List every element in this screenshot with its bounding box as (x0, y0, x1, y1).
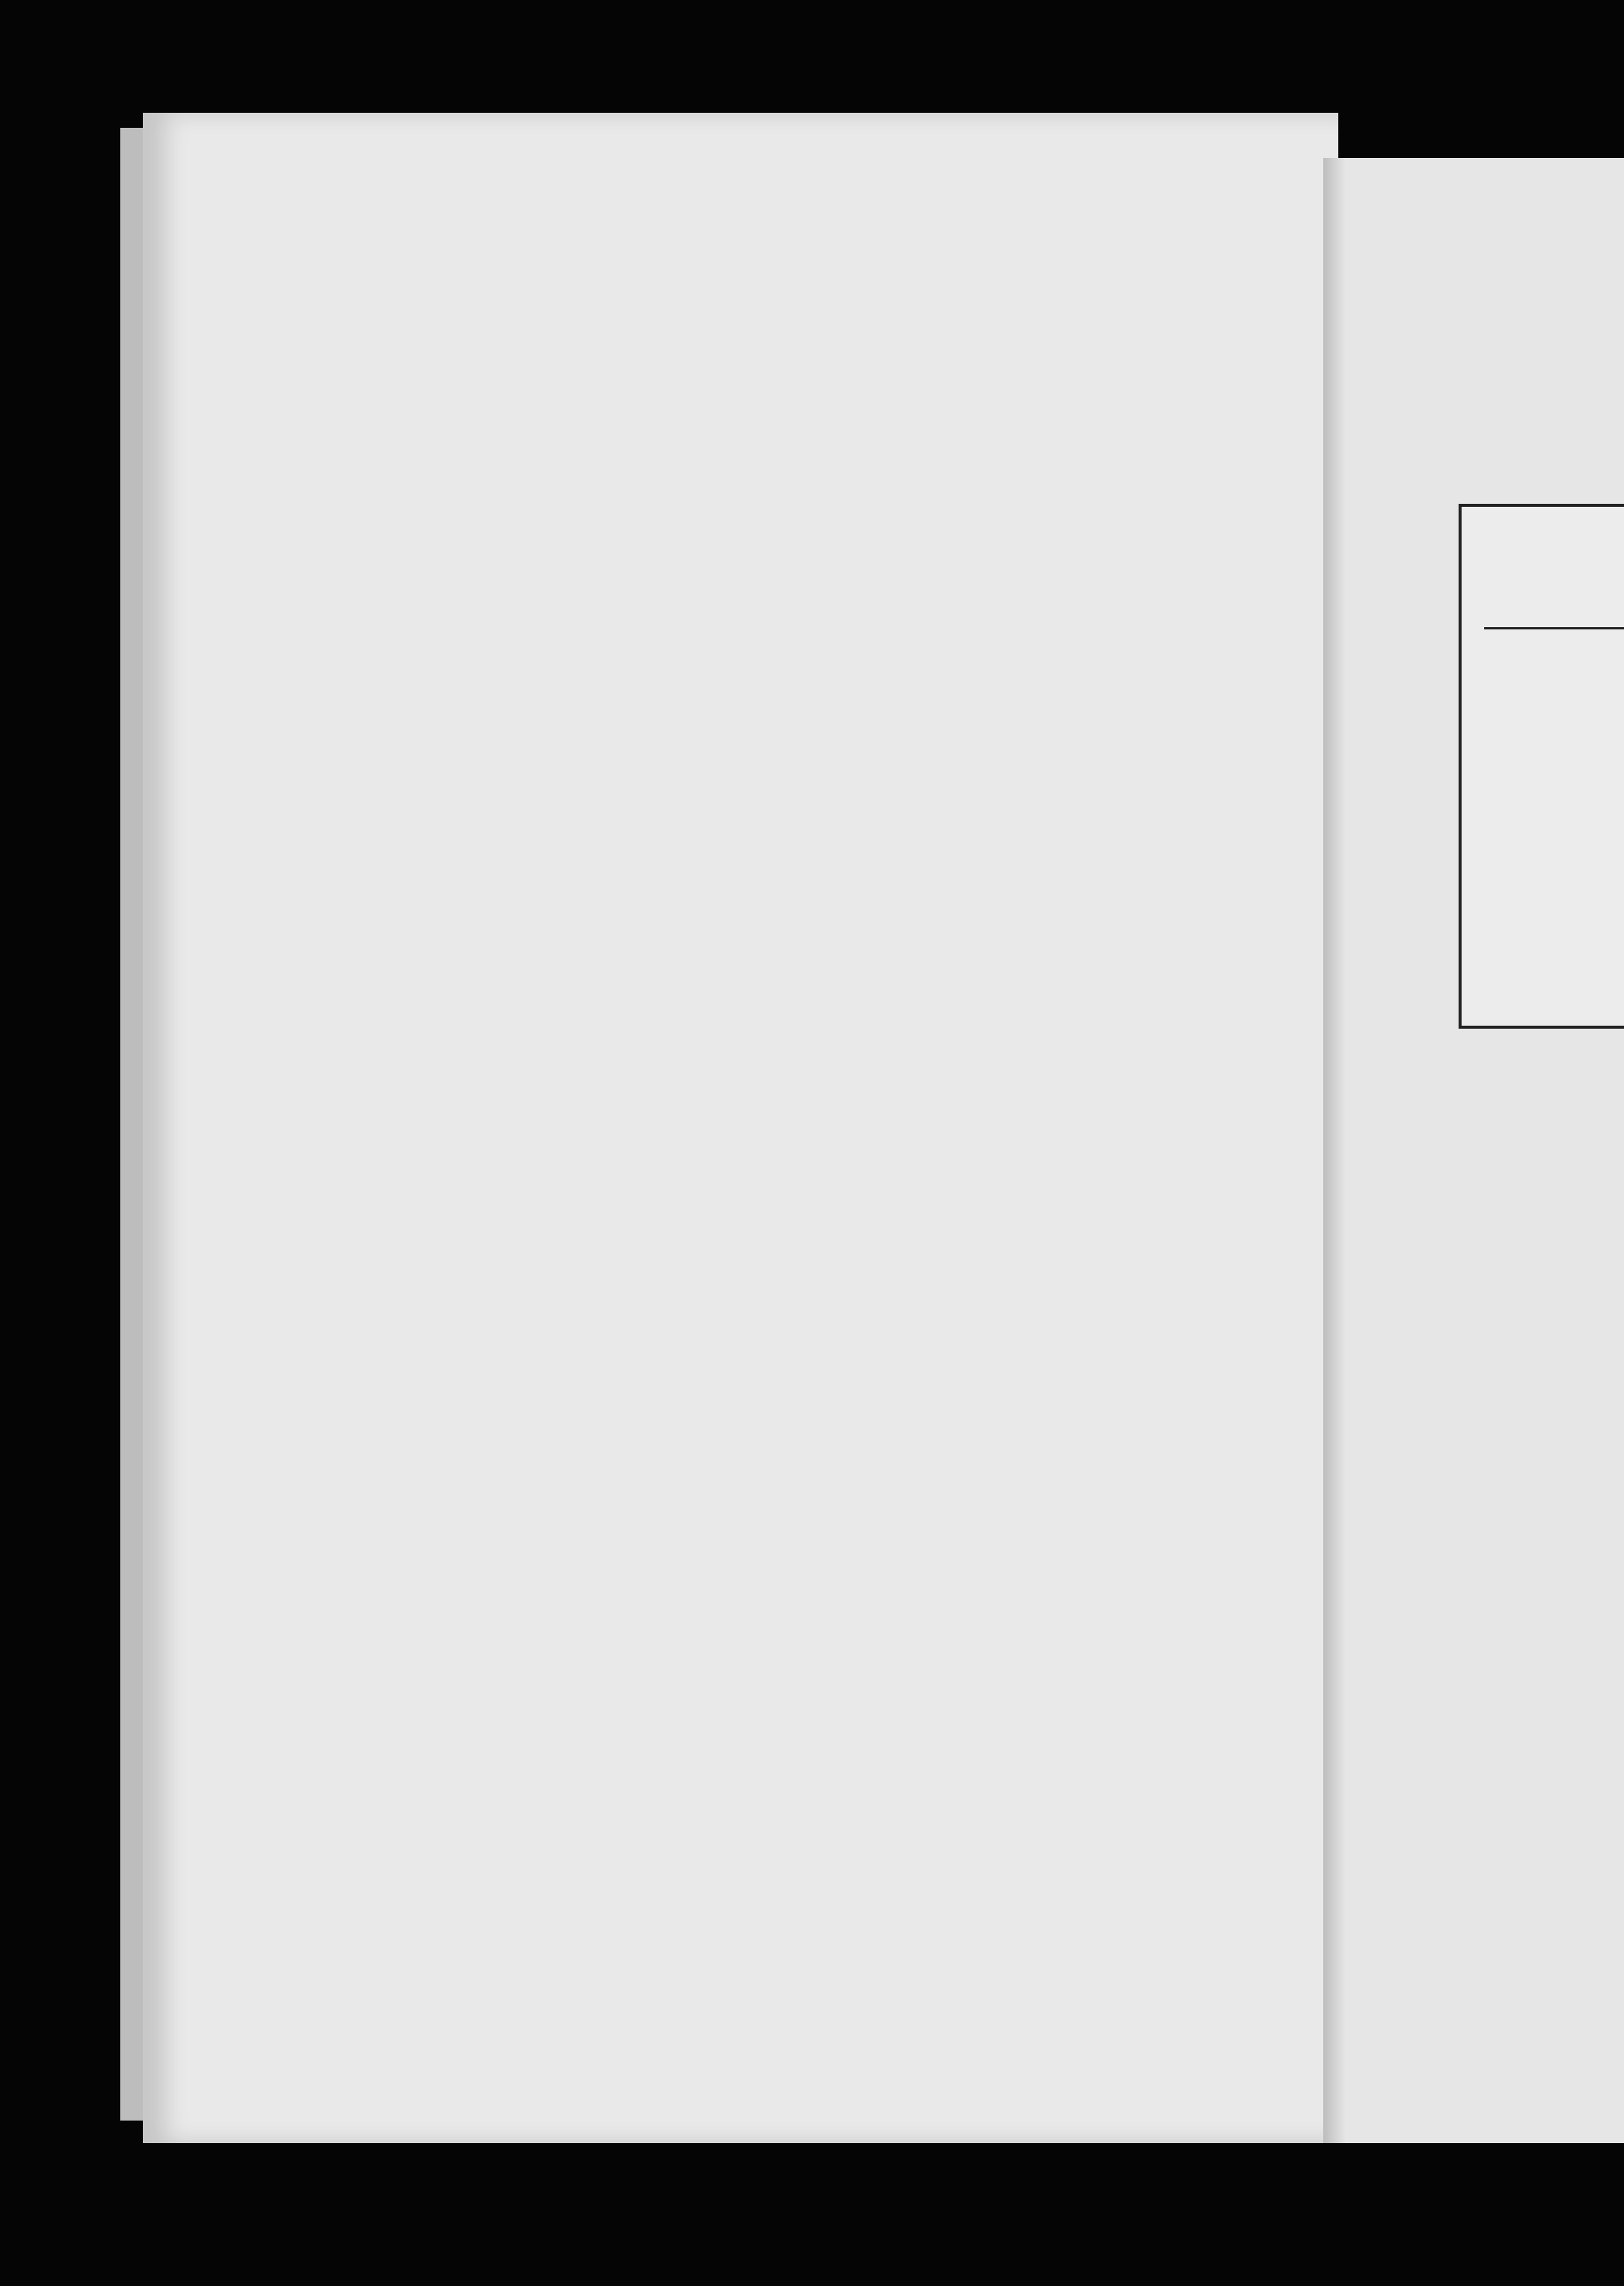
disease-table (341, 440, 1218, 2003)
right-page (1331, 158, 1624, 2143)
right-page-rule (1484, 627, 1624, 629)
disease-table-svg (341, 440, 1218, 2003)
right-page-table (1459, 504, 1624, 1029)
book-fold (1323, 158, 1346, 2143)
